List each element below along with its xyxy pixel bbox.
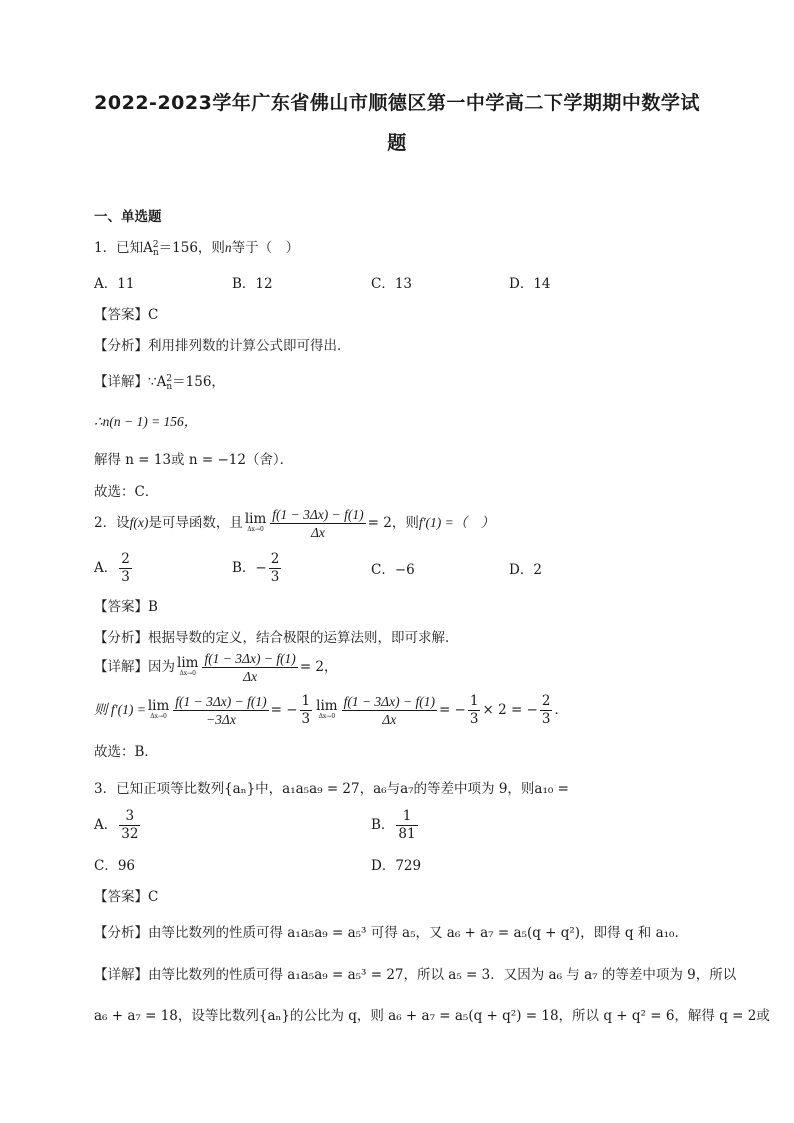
q2-detail-line2: 则 f′(1) = lim Δx→0 $\frac{f(1 - 3\Delta x) - f(1)}{-3\Delta x}$ = − $\frac{1}{3}$ lim Δx→0 $\frac{f(1 - 3\Delta x) - f(1)}{\Delta x}$ = − $\frac{1}{3}$ × 2 = − $\frac{2}{3}$ ． [94,693,568,727]
answer-label: 【答案】 [94,307,148,323]
q2-limit: lim Δx→0 [244,511,267,533]
q1-option-d: D．14 [509,276,551,292]
q3-answer: 【答案】C [94,889,159,905]
q1-perm-symbol: A [143,240,153,256]
detail-label: 【详解】 [94,374,148,390]
q1-eq: ＝156，则 [158,240,225,256]
q3-detail-line2: a₆ + a₇ = 18，设等比数列{aₙ}的公比为 q，则 a₆ + a₇ = a₅(q + q²) = 18，所以 q + q² = 6，解得 q = 2或 [94,1008,770,1024]
q3-option-d: D．729 [371,858,422,874]
q3-option-c: C．96 [94,858,136,874]
document-title-line1: 2022-2023学年广东省佛山市顺德区第一中学高二下学期期中数学试 [94,92,700,114]
q1-choose: 故选：C． [94,484,159,500]
q1-detail-line1: 【详解】∵A 2 n ＝156， [94,373,225,392]
q1-option-a: A．11 [94,276,135,292]
q2-option-c: C．−6 [371,562,415,578]
q1-option-b: B．12 [232,276,273,292]
q2-option-b: B．− $\frac{2}{3}$ [232,551,280,585]
q2-detail-line1: 【详解】因为 lim Δx→0 $\frac{f(1 - 3\Delta x) - f(1)}{\Delta x}$ = 2， [94,651,338,684]
q1-analysis-text: 利用排列数的计算公式即可得出． [148,338,351,354]
q3-detail-line1: 【详解】由等比数列的性质可得 a₁a₅a₉ = a₅³ = 27，所以 a₅ = 3．又因为 a₆ 与 a₇ 的等差中项为 9，所以 [94,967,737,983]
q1-analysis [94,334,351,354]
q2-analysis: 【分析】根据导数的定义，结合极限的运算法则，即可求解． [94,630,459,646]
document-title-line2: 题 [387,132,407,154]
q3-option-b: B． $\frac{1}{81}$ [371,808,416,842]
q1-detail-line2: ∴n(n − 1) = 156， [94,414,198,429]
q3-option-a: A． $\frac{3}{32}$ [94,808,139,842]
analysis-label: 【分析】 [94,338,148,354]
q1-prefix: 1．已知 [94,240,144,256]
q1-detail-line3: 解得 n = 13或 n = −12（舍）． [94,452,294,468]
q1-tail: 等于（ ） [231,240,300,256]
q2-stem: 2．设f(x)是可导函数，且 lim Δx→0 $\frac{f(1 - 3\Delta x) - f(1)}{\Delta x}$ = 2，则f′(1) =（ ） [94,507,495,540]
q2-choose: 故选：B． [94,744,158,760]
q3-analysis: 【分析】由等比数列的性质可得 a₁a₅a₉ = a₅³ 可得 a₅，又 a₆ + a₇ = a₅(q + q²)，即得 q 和 a₁₀． [94,925,688,941]
q2-option-a: A． $\frac{2}{3}$ [94,551,130,585]
q1-answer [94,303,158,323]
section-heading: 一、单选题 [94,209,162,225]
q1-answer-value: C [148,307,159,323]
q1-perm-sub: n [152,247,159,258]
q1-var: n [224,240,232,255]
q3-stem: 3．已知正项等比数列{aₙ}中，a₁a₅a₉ = 27，a₆与a₇的等差中项为 9，则a₁₀ = [94,781,569,797]
q2-option-d: D．2 [509,562,542,578]
q1-stem [94,236,299,257]
q2-fraction: $\frac{f(1 - 3\Delta x) - f(1)}{\Delta x}$ [272,507,364,540]
q1-perm-sup: 2 [152,239,159,250]
q1-option-c: C．13 [371,276,413,292]
q2-answer: 【答案】B [94,599,158,615]
